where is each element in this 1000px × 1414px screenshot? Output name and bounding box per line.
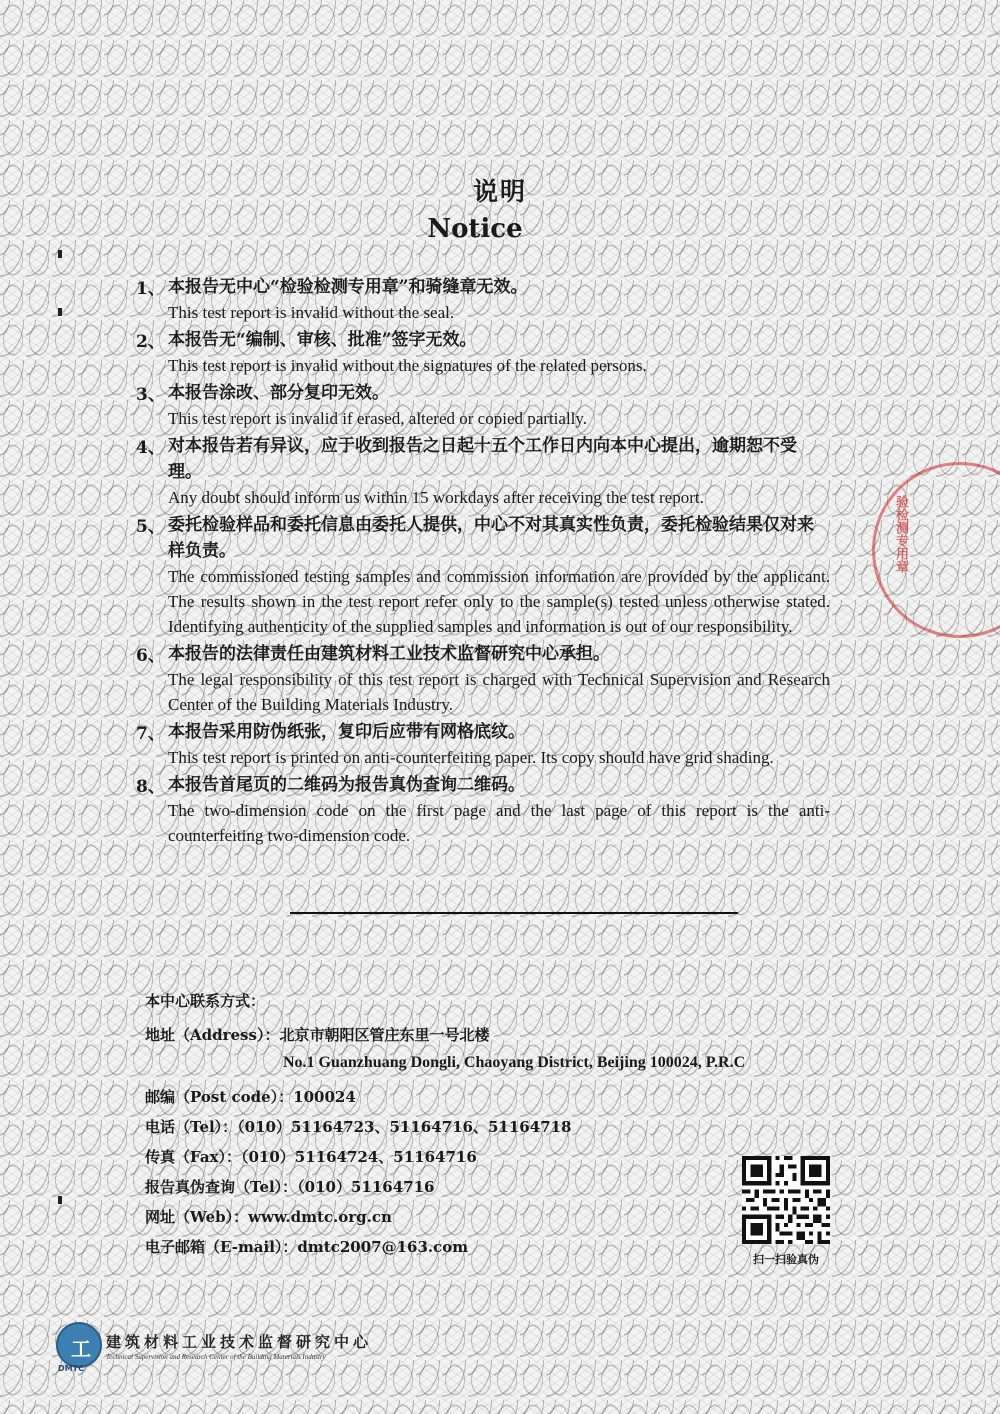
section-divider <box>290 912 738 914</box>
notice-cn: 本报告无中心“检验检测专用章”和骑缝章无效。 <box>168 277 528 297</box>
notice-en: The legal responsibility of this test report is charged with Technical Supervision and Research Center of the Building Materials Industry. <box>168 670 830 714</box>
contact-tel: 电话（Tel）：（010）51164723、51164716、51164718 <box>145 1118 572 1136</box>
notice-en: The two-dimension code on the first page and the last page of this report is the anti-counterfeiting two-dimension code. <box>168 801 830 845</box>
notice-number: 1、 <box>136 279 165 299</box>
notice-item <box>136 274 830 325</box>
notice-item <box>136 641 830 717</box>
notice-number: 6、 <box>136 646 165 666</box>
qr-caption: 扫一扫验真伪 <box>753 1253 819 1266</box>
notice-en: The commissioned testing samples and commission information are provided by the applicant. The results shown in the test report refer only to the sample(s) tested unless otherwise stated. Identifying authenticity of the supplied samples and information is out of our responsibility. <box>168 567 830 636</box>
contact-postcode: 邮编（Post code）：100024 <box>145 1088 356 1106</box>
notice-en: This test report is printed on anti-counterfeiting paper. Its copy should have grid shading. <box>168 748 774 767</box>
notice-en: Any doubt should inform us within 15 workdays after receiving the test report. <box>168 488 704 507</box>
notice-number: 5、 <box>136 517 165 537</box>
notice-number: 3、 <box>136 385 165 405</box>
notice-en: This test report is invalid without the signatures of the related persons. <box>168 356 647 375</box>
contact-verify-tel: 报告真伪查询（Tel）：（010）51164716 <box>145 1178 435 1196</box>
notice-item <box>136 433 830 510</box>
contact-web: 网址（Web）：www.dmtc.org.cn <box>145 1208 392 1226</box>
notice-item <box>136 719 830 770</box>
binding-mark <box>58 308 62 316</box>
notice-item <box>136 512 830 639</box>
notice-item <box>136 380 830 431</box>
seal-text: 验检测专用章 <box>893 495 908 573</box>
notice-en: This test report is invalid if erased, altered or copied partially. <box>168 409 588 428</box>
organization-name-cn: 建筑材料工业技术监督研究中心 <box>106 1333 373 1351</box>
binding-mark <box>58 1196 62 1204</box>
notice-cn: 本报告的法律责任由建筑材料工业技术监督研究中心承担。 <box>168 644 610 664</box>
logo-abbreviation: DMTC <box>58 1364 84 1373</box>
contact-fax: 传真（Fax）：（010）51164724、51164716 <box>145 1148 477 1166</box>
title-english: Notice <box>427 214 523 244</box>
logo-glyph: 工 <box>71 1337 91 1361</box>
contact-email: 电子邮箱（E-mail）：dmtc2007@163.com <box>145 1238 469 1256</box>
notice-en: This test report is invalid without the seal. <box>168 303 455 322</box>
notice-number: 7、 <box>136 724 165 744</box>
notice-cn: 本报告无“编制、审核、批准”签字无效。 <box>168 330 477 350</box>
contact-address-en: No.1 Guanzhuang Dongli, Chaoyang District, Beijing 100024, P.R.C <box>283 1054 746 1071</box>
notice-cn: 本报告采用防伪纸张，复印后应带有网格底纹。 <box>168 722 525 742</box>
notice-cn: 对本报告若有异议，应于收到报告之日起十五个工作日内向本中心提出，逾期恕不受理。 <box>168 436 797 482</box>
contact-heading: 本中心联系方式： <box>145 992 266 1010</box>
notice-list <box>136 274 830 850</box>
qr-code[interactable] <box>742 1156 830 1244</box>
notice-number: 2、 <box>136 332 165 352</box>
notice-item <box>136 327 830 378</box>
dmtc-logo-icon <box>56 1322 102 1368</box>
notice-number: 8、 <box>136 777 165 797</box>
title-chinese: 说明 <box>472 177 527 206</box>
notice-cn: 委托检验样品和委托信息由委托人提供，中心不对其真实性负责，委托检验结果仅对来样负责。 <box>168 515 814 561</box>
contact-address: 地址（Address）：北京市朝阳区管庄东里一号北楼 <box>145 1026 490 1044</box>
notice-item <box>136 772 830 848</box>
notice-cn: 本报告涂改、部分复印无效。 <box>168 383 389 403</box>
organization-name-en: Technical Supervision and Research Center of the Building Materials Industry <box>106 1353 326 1361</box>
binding-mark <box>58 250 62 258</box>
notice-cn: 本报告首尾页的二维码为报告真伪查询二维码。 <box>168 775 525 795</box>
notice-number: 4、 <box>136 438 165 458</box>
